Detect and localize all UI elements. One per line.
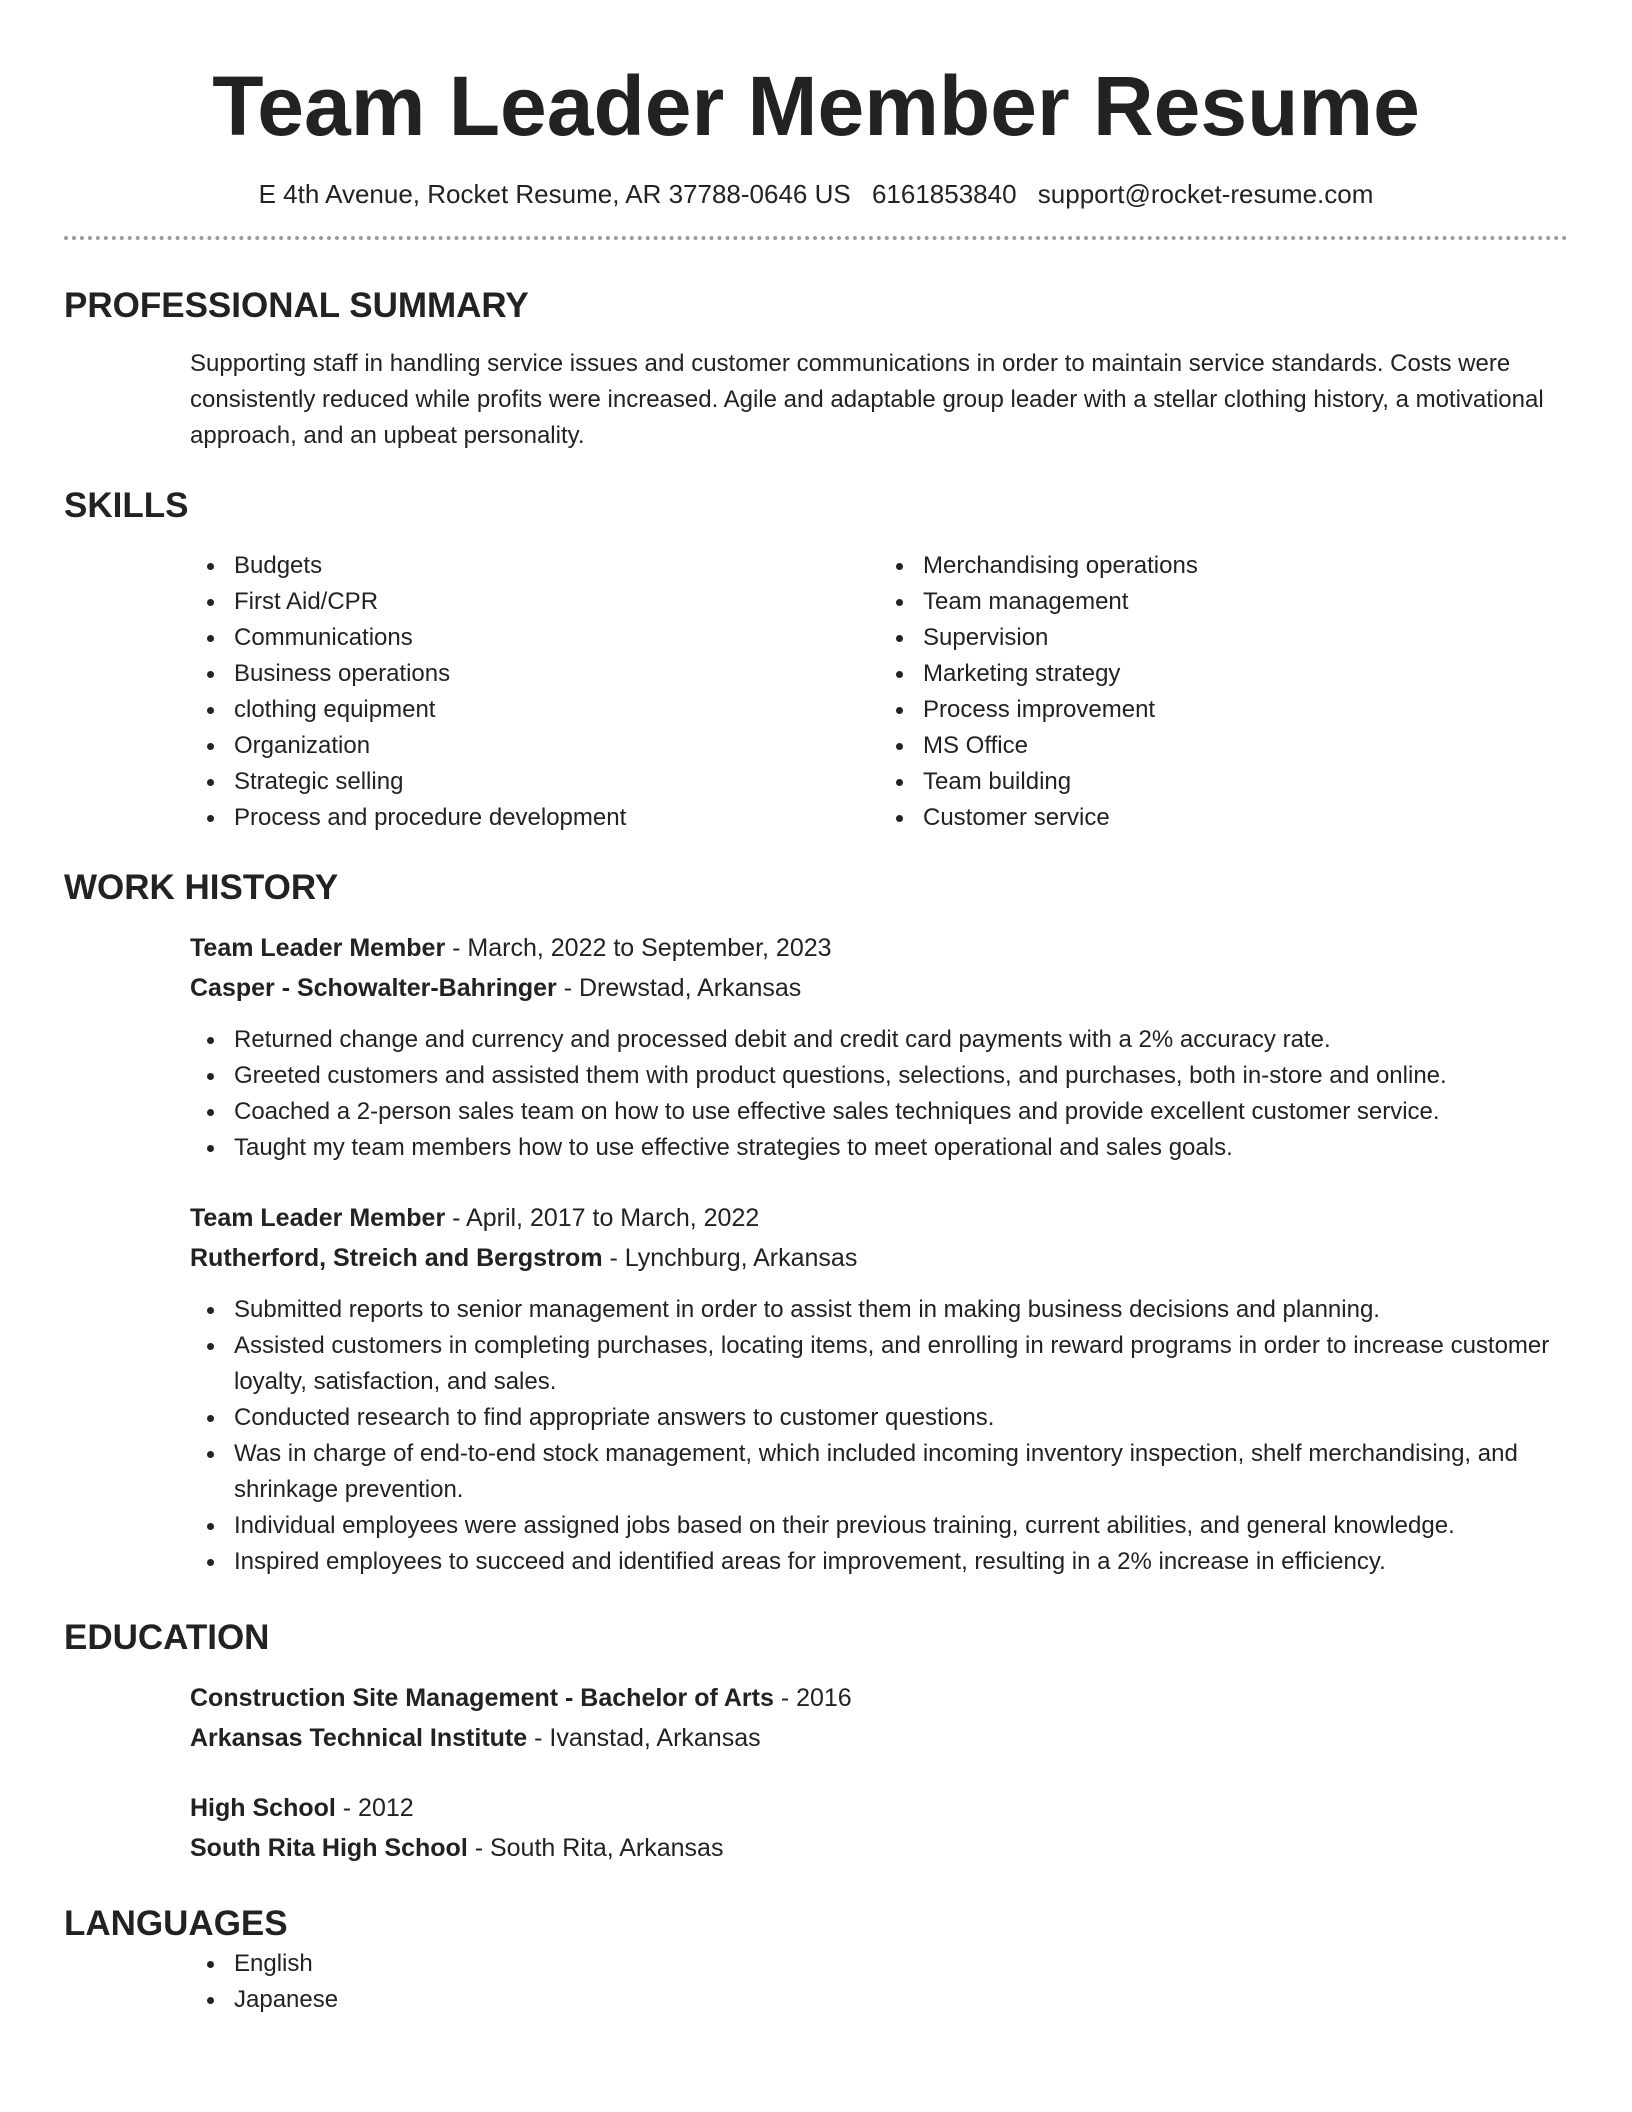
job-duties bbox=[190, 1022, 1568, 1166]
skill-item: Supervision bbox=[923, 620, 1568, 656]
job-location: - Lynchburg, Arkansas bbox=[602, 1244, 858, 1272]
education-school-line bbox=[190, 1718, 1568, 1758]
job-company: Casper - Schowalter-Bahringer bbox=[190, 974, 557, 1002]
education-school: Arkansas Technical Institute bbox=[190, 1724, 528, 1752]
job-location: - Drewstad, Arkansas bbox=[556, 974, 802, 1002]
skills-list-left bbox=[190, 548, 879, 836]
resume-title: Team Leader Member Resume bbox=[212, 59, 1420, 153]
job-title: Team Leader Member bbox=[190, 1204, 446, 1232]
job-entry bbox=[190, 1198, 1568, 1580]
job-title-line bbox=[190, 928, 1568, 968]
skill-item: Team management bbox=[923, 584, 1568, 620]
skill-item: MS Office bbox=[923, 728, 1568, 764]
contact-info bbox=[64, 176, 1568, 212]
skill-item: Customer service bbox=[923, 800, 1568, 836]
language-item: Japanese bbox=[234, 1982, 1568, 2018]
education-location: - Ivanstad, Arkansas bbox=[527, 1724, 761, 1752]
education-year: - 2016 bbox=[773, 1684, 852, 1712]
languages-heading: LANGUAGES bbox=[64, 1904, 288, 1943]
education-school: South Rita High School bbox=[190, 1834, 468, 1862]
job-duty: Greeted customers and assisted them with product questions, selections, and purchases, both in-store and online. bbox=[234, 1058, 1568, 1094]
education-location: - South Rita, Arkansas bbox=[467, 1834, 724, 1862]
skill-item: Process and procedure development bbox=[234, 800, 879, 836]
skill-item: Team building bbox=[923, 764, 1568, 800]
skill-item: Strategic selling bbox=[234, 764, 879, 800]
job-duties bbox=[190, 1292, 1568, 1580]
job-company-line bbox=[190, 968, 1568, 1008]
summary-heading: PROFESSIONAL SUMMARY bbox=[64, 286, 529, 325]
skill-item: Process improvement bbox=[923, 692, 1568, 728]
skills-section bbox=[64, 548, 1568, 836]
header-divider bbox=[64, 236, 1568, 240]
education-degree: High School bbox=[190, 1794, 336, 1822]
job-duty: Was in charge of end-to-end stock management, which included incoming inventory inspection, shelf merchandising, and shrinkage prevention. bbox=[234, 1436, 1568, 1508]
contact-email: support@rocket-resume.com bbox=[1037, 179, 1374, 209]
education-entry bbox=[190, 1678, 1568, 1758]
work-history-heading: WORK HISTORY bbox=[64, 868, 339, 907]
contact-address: E 4th Avenue, Rocket Resume, AR 37788-0646 US bbox=[258, 179, 851, 209]
skill-item: Merchandising operations bbox=[923, 548, 1568, 584]
job-dates: - March, 2022 to September, 2023 bbox=[445, 934, 832, 962]
job-dates: - April, 2017 to March, 2022 bbox=[445, 1204, 760, 1232]
skill-item: clothing equipment bbox=[234, 692, 879, 728]
summary-text: Supporting staff in handling service issues and customer communications in order to maintain service standards. Costs were consistently reduced while profits were increased. Agile and adaptable group leader with a stellar clothing history, a motivational approach, and an upbeat personality. bbox=[190, 350, 1544, 449]
job-duty: Submitted reports to senior management in order to assist them in making business decisions and planning. bbox=[234, 1292, 1568, 1328]
job-title: Team Leader Member bbox=[190, 934, 446, 962]
languages-list bbox=[190, 1946, 1568, 2018]
skill-item: Budgets bbox=[234, 548, 879, 584]
job-duty: Individual employees were assigned jobs based on their previous training, current abilities, and general knowledge. bbox=[234, 1508, 1568, 1544]
education-degree-line bbox=[190, 1678, 1568, 1718]
education-degree: Construction Site Management - Bachelor of Arts bbox=[190, 1684, 774, 1712]
education-section bbox=[64, 1678, 1568, 1868]
skills-heading: SKILLS bbox=[64, 486, 189, 525]
language-item: English bbox=[234, 1946, 1568, 1982]
job-duty: Coached a 2-person sales team on how to use effective sales techniques and provide excellent customer service. bbox=[234, 1094, 1568, 1130]
skill-item: First Aid/CPR bbox=[234, 584, 879, 620]
job-company: Rutherford, Streich and Bergstrom bbox=[190, 1244, 603, 1272]
job-duty: Returned change and currency and processed debit and credit card payments with a 2% accuracy rate. bbox=[234, 1022, 1568, 1058]
job-duty: Assisted customers in completing purchases, locating items, and enrolling in reward programs in order to increase customer loyalty, satisfaction, and sales. bbox=[234, 1328, 1568, 1400]
education-heading: EDUCATION bbox=[64, 1618, 270, 1657]
skill-item: Marketing strategy bbox=[923, 656, 1568, 692]
skill-item: Communications bbox=[234, 620, 879, 656]
job-entry bbox=[190, 928, 1568, 1166]
work-history-section bbox=[64, 928, 1568, 1580]
education-year: - 2012 bbox=[335, 1794, 414, 1822]
education-degree-line bbox=[190, 1788, 1568, 1828]
skills-list-right bbox=[879, 548, 1568, 836]
job-title-line bbox=[190, 1198, 1568, 1238]
job-duty: Taught my team members how to use effective strategies to meet operational and sales goals. bbox=[234, 1130, 1568, 1166]
job-duty: Inspired employees to succeed and identified areas for improvement, resulting in a 2% increase in efficiency. bbox=[234, 1544, 1568, 1580]
contact-phone: 6161853840 bbox=[871, 179, 1017, 209]
education-school-line bbox=[190, 1828, 1568, 1868]
skills-grid bbox=[190, 548, 1568, 836]
languages-section bbox=[64, 1946, 1568, 2018]
job-duty: Conducted research to find appropriate answers to customer questions. bbox=[234, 1400, 1568, 1436]
skill-item: Organization bbox=[234, 728, 879, 764]
skill-item: Business operations bbox=[234, 656, 879, 692]
resume-page bbox=[64, 0, 1568, 2018]
job-company-line bbox=[190, 1238, 1568, 1278]
education-entry bbox=[190, 1788, 1568, 1868]
